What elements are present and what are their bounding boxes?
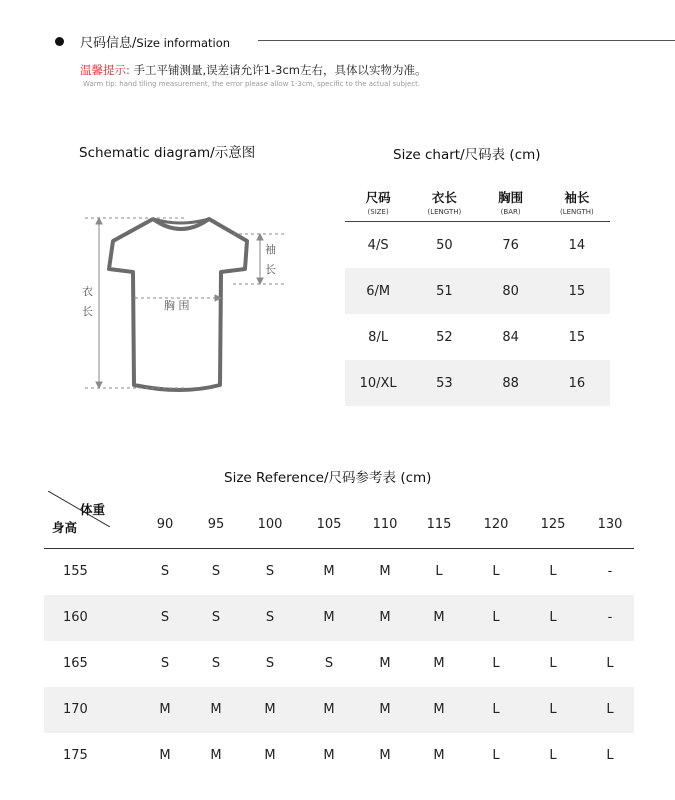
weight-axis-label: 体重 (80, 502, 106, 517)
size-cell: 6/M (366, 283, 391, 299)
column-header-sleeve: 袖长 (LENGTH) (560, 190, 594, 216)
size-reference-table (44, 491, 634, 779)
size-cell: S (265, 656, 275, 671)
height-cell: 170 (63, 702, 88, 717)
size-cell: M (159, 748, 171, 763)
size-cell: M (159, 702, 171, 717)
height-cell: 160 (63, 610, 88, 625)
size-cell: M (379, 610, 391, 625)
warm-tip (80, 62, 427, 78)
length-cell: 51 (436, 283, 453, 299)
size-cell: M (433, 702, 445, 717)
size-cell: L (549, 702, 557, 717)
table-row (44, 641, 634, 687)
size-cell: S (324, 656, 334, 671)
height-axis-label: 身高 (52, 520, 78, 535)
size-cell: L (492, 610, 500, 625)
size-chart-header (345, 188, 610, 222)
tip-text: 手工平铺测量,误差请允许1-3cm左右，具体以实物为准。 (129, 63, 427, 77)
bust-cell: 80 (502, 283, 519, 299)
weight-header-cell: 90 (156, 517, 174, 532)
size-cell: S (211, 564, 221, 579)
size-cell: 4/S (367, 237, 389, 253)
weight-header-cell: 100 (257, 517, 283, 532)
size-cell: S (160, 564, 170, 579)
size-cell: M (433, 610, 445, 625)
diagram-title: Schematic diagram/示意图 (79, 145, 256, 161)
weight-header-cell: 105 (316, 517, 342, 532)
size-cell: L (492, 748, 500, 763)
sleeve-cell: 16 (568, 375, 586, 391)
weight-header-cell: 130 (597, 517, 623, 532)
table-row (345, 314, 610, 360)
size-cell: M (323, 702, 335, 717)
size-cell: L (549, 610, 557, 625)
size-cell: L (492, 564, 500, 579)
table-row (44, 687, 634, 733)
column-header-size: 尺码 (SIZE) (365, 190, 391, 216)
length-cell: 52 (436, 329, 453, 345)
height-cell: 165 (63, 656, 88, 671)
size-cell: 10/XL (359, 375, 397, 391)
section-title-size-info: 尺码信息/Size information (80, 36, 231, 51)
table-row (44, 595, 634, 641)
size-cell: - (607, 564, 613, 579)
table-row (345, 360, 610, 406)
warm-tip-english: Warm tip: hand tiling measurement, the error please allow 1-3cm, specific to the actual subject. (83, 80, 421, 88)
bust-label: 胸 围 (164, 299, 190, 312)
table-row (44, 733, 634, 779)
size-chart-title: Size chart/尺码表 (cm) (393, 147, 541, 163)
size-cell: L (549, 748, 557, 763)
sleeve-cell: 15 (568, 283, 586, 299)
size-cell: M (433, 748, 445, 763)
table-row (345, 268, 610, 314)
height-cell: 175 (63, 748, 88, 763)
weight-header-cell: 125 (540, 517, 566, 532)
bullet-dot (55, 37, 64, 46)
size-cell: S (265, 564, 275, 579)
bust-cell: 88 (502, 375, 519, 391)
size-cell: - (607, 610, 613, 625)
size-cell: L (606, 656, 614, 671)
size-cell: M (264, 748, 276, 763)
reference-rows (44, 549, 634, 779)
bust-cell: 76 (502, 237, 519, 253)
length-cell: 53 (436, 375, 453, 391)
sleeve-label: 袖 长 (265, 243, 276, 276)
weight-header-cell: 115 (426, 517, 452, 532)
size-cell: L (606, 702, 614, 717)
size-cell: M (323, 610, 335, 625)
size-cell: M (210, 702, 222, 717)
weight-header-cell: 120 (483, 517, 509, 532)
size-cell: S (211, 656, 221, 671)
table-row (345, 222, 610, 268)
size-chart-table (345, 188, 610, 406)
length-label: 衣 长 (82, 285, 93, 318)
sleeve-cell: 14 (568, 237, 586, 253)
size-cell: L (492, 656, 500, 671)
size-cell: S (265, 610, 275, 625)
reference-title: Size Reference/尺码参考表 (cm) (224, 470, 432, 486)
size-cell: M (433, 656, 445, 671)
weight-header-cell: 110 (372, 517, 398, 532)
bust-cell: 84 (502, 329, 519, 345)
size-cell: L (492, 702, 500, 717)
header-divider (258, 40, 675, 41)
tip-label: 温馨提示: (80, 63, 130, 77)
height-cell: 155 (63, 564, 88, 579)
column-header-length: 衣长 (LENGTH) (427, 190, 462, 216)
size-cell: M (379, 748, 391, 763)
size-cell: S (160, 610, 170, 625)
size-cell: M (264, 702, 276, 717)
size-cell: S (160, 656, 170, 671)
reference-header (44, 491, 634, 549)
table-row (44, 549, 634, 595)
size-cell: L (606, 748, 614, 763)
size-cell: S (211, 610, 221, 625)
weight-header-cell: 95 (207, 517, 225, 532)
size-cell: L (549, 656, 557, 671)
size-cell: M (379, 564, 391, 579)
size-cell: M (323, 564, 335, 579)
column-header-bust: 胸围 (BAR) (498, 190, 524, 216)
size-cell: L (549, 564, 557, 579)
size-cell: M (379, 702, 391, 717)
size-cell: 8/L (368, 329, 389, 345)
sleeve-cell: 15 (568, 329, 586, 345)
size-cell: M (323, 748, 335, 763)
size-cell: M (210, 748, 222, 763)
size-cell: M (379, 656, 391, 671)
length-cell: 50 (436, 237, 453, 253)
size-cell: L (435, 564, 443, 579)
